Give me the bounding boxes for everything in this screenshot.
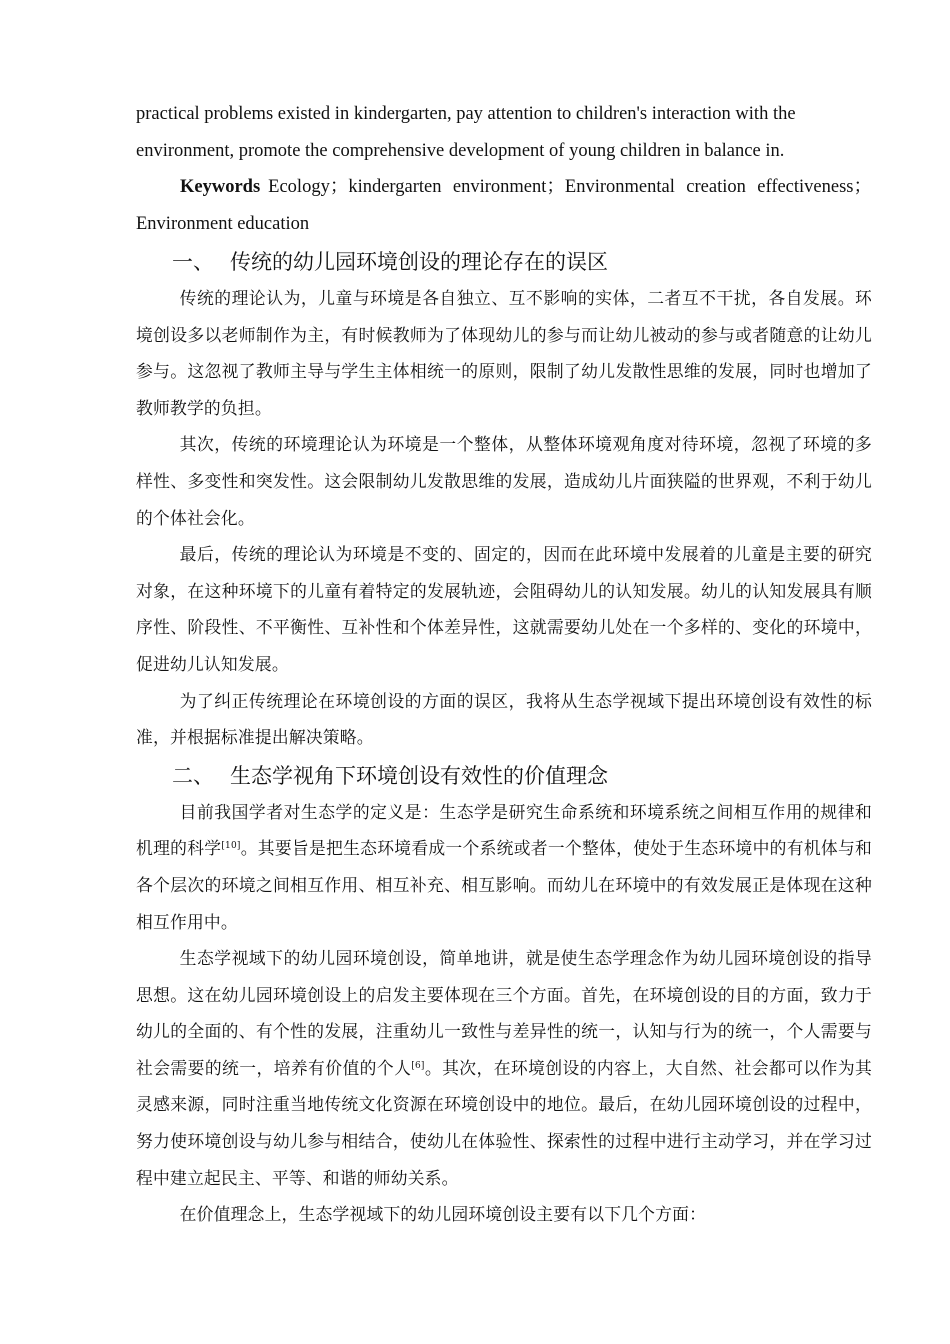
section-heading-1 [136, 244, 872, 280]
abstract-line: environment, promote the comprehensive development of young children in balance in. [136, 140, 785, 161]
paragraph: 传统的理论认为，儿童与环境是各自独立、互不影响的实体，二者互不干扰，各自发展。环境创设多以老师制作为主，有时候教师为了体现幼儿的参与而让幼儿被动的参与或者随意的让幼儿参与。这忽视了教师主导与学生主体相统一的原则，限制了幼儿发散性思维的发展，同时也增加了教师教学的负担。 [136, 288, 872, 418]
section-number: 二、 [172, 763, 214, 788]
citation-ref: [6] [411, 1060, 425, 1071]
paragraph-text: 生态学视域下的幼儿园环境创设，简单地讲，就是使生态学理念作为幼儿园环境创设的指导思想。这在幼儿园环境创设上的启发主要体现在三个方面。首先，在环境创设的目的方面，致力于幼儿的全面的、有个性的发展，注重幼儿一致性与差异性的统一，认知与行为的统一，个人需要与社会需要的统一，培养有价值的个人 [136, 948, 872, 1078]
paragraph-text: 。其要旨是把生态环境看成一个系统或者一个整体，使处于生态环境中的有机体与和各个层次的环境之间相互作用、相互补充、相互影响。而幼儿在环境中的有效发展正是体现在这种相互作用中。 [136, 838, 872, 932]
paragraph: 为了纠正传统理论在环境创设的方面的误区，我将从生态学视域下提出环境创设有效性的标准，并根据标准提出解决策略。 [136, 690, 872, 748]
keywords-label: Keywords [180, 177, 261, 197]
section-title: 生态学视角下环境创设有效性的价值理念 [230, 763, 608, 788]
paragraph: 其次，传统的环境理论认为环境是一个整体，从整体环境观角度对待环境，忽视了环境的多样性、多变性和突发性。这会限制幼儿发散思维的发展，造成幼儿片面狭隘的世界观，不利于幼儿的个体社会化。 [136, 434, 872, 528]
document-page [136, 96, 872, 1233]
section-number: 一、 [172, 250, 214, 274]
keywords-line [136, 169, 872, 242]
paragraph: 在价值理念上，生态学视域下的幼儿园环境创设主要有以下几个方面： [179, 1204, 707, 1225]
paragraph-text: 。其次，在环境创设的内容上，大自然、社会都可以作为其灵感来源，同时注重当地传统文化资源在环境创设中的地位。最后，在幼儿园环境创设的过程中，努力使环境创设与幼儿参与相结合，使幼儿在体验性、探索性的过程中进行主动学习，并在学习过程中建立起民主、平等、和谐的师幼关系。 [136, 1057, 873, 1188]
keywords-text: Ecology；kindergarten environment；Environmental creation effectiveness；Environment education [136, 177, 872, 234]
section-title: 传统的幼儿园环境创设的理论存在的误区 [230, 250, 608, 274]
citation-ref: [10] [221, 841, 241, 852]
paragraph-text: 目前我国学者对生态学的定义是：生态学是研究生命系统和环境系统之间相互作用的规律和机理的科学 [136, 801, 872, 859]
paragraph: 最后，传统的理论认为环境是不变的、固定的，因而在此环境中发展着的儿童是主要的研究对象，在这种环境下的儿童有着特定的发展轨迹，会阻碍幼儿的认知发展。幼儿的认知发展具有顺序性、阶段性、不平衡性、互补性和个体差异性，这就需要幼儿处在一个多样的、变化的环境中，促进幼儿认知发展。 [136, 544, 872, 674]
paragraph [136, 940, 872, 1196]
paragraph [136, 794, 872, 940]
section-heading-2 [136, 758, 872, 794]
abstract-line: practical problems existed in kindergarten, pay attention to children's interaction with the [136, 104, 796, 124]
